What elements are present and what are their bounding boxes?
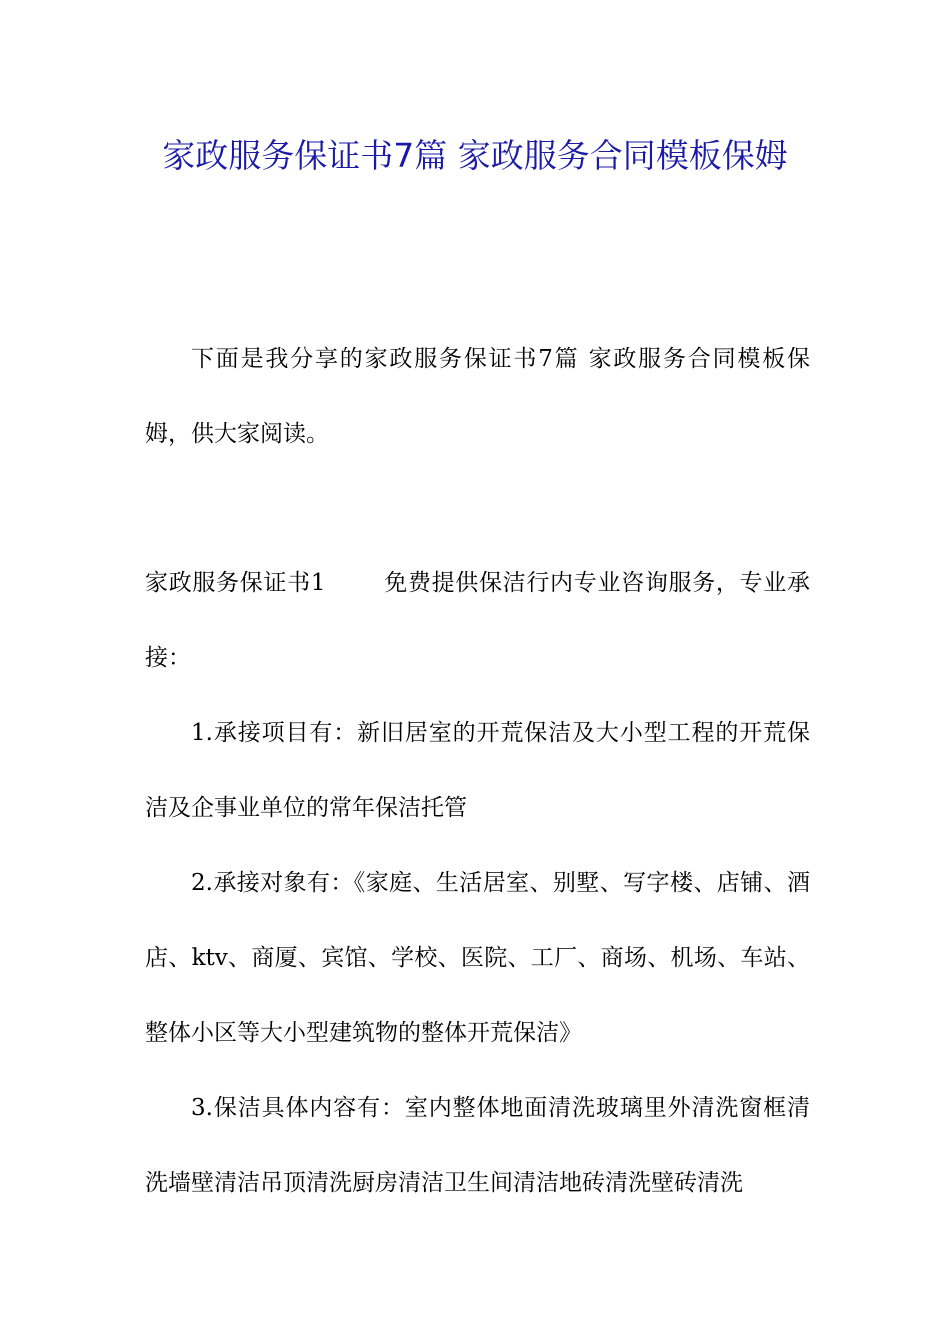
document-title: 家政服务保证书7篇 家政服务合同模板保姆 [162, 136, 788, 175]
section-lead: 免费提供保洁行内专业咨询服务，专业承接： [145, 570, 810, 671]
section-1-paragraph [145, 546, 810, 696]
list-item-1: 1.承接项目有：新旧居室的开荒保洁及大小型工程的开荒保洁及企事业单位的常年保洁托管 [145, 720, 810, 821]
list-item-2: 2.承接对象有：《家庭、生活居室、别墅、写字楼、店铺、酒店、ktv、商厦、宾馆、学校、医院、工厂、商场、机场、车站、整体小区等大小型建筑物的整体开荒保洁》 [145, 870, 810, 1046]
list-item-3: 3.保洁具体内容有：室内整体地面清洗玻璃里外清洗窗框清洗墙壁清洁吊顶清洗厨房清洁卫生间清洁地砖清洗壁砖清洗 [145, 1095, 810, 1196]
intro-paragraph: 下面是我分享的家政服务保证书7篇 家政服务合同模板保姆，供大家阅读。 [145, 346, 810, 447]
section-heading: 家政服务保证书1 [145, 570, 326, 596]
